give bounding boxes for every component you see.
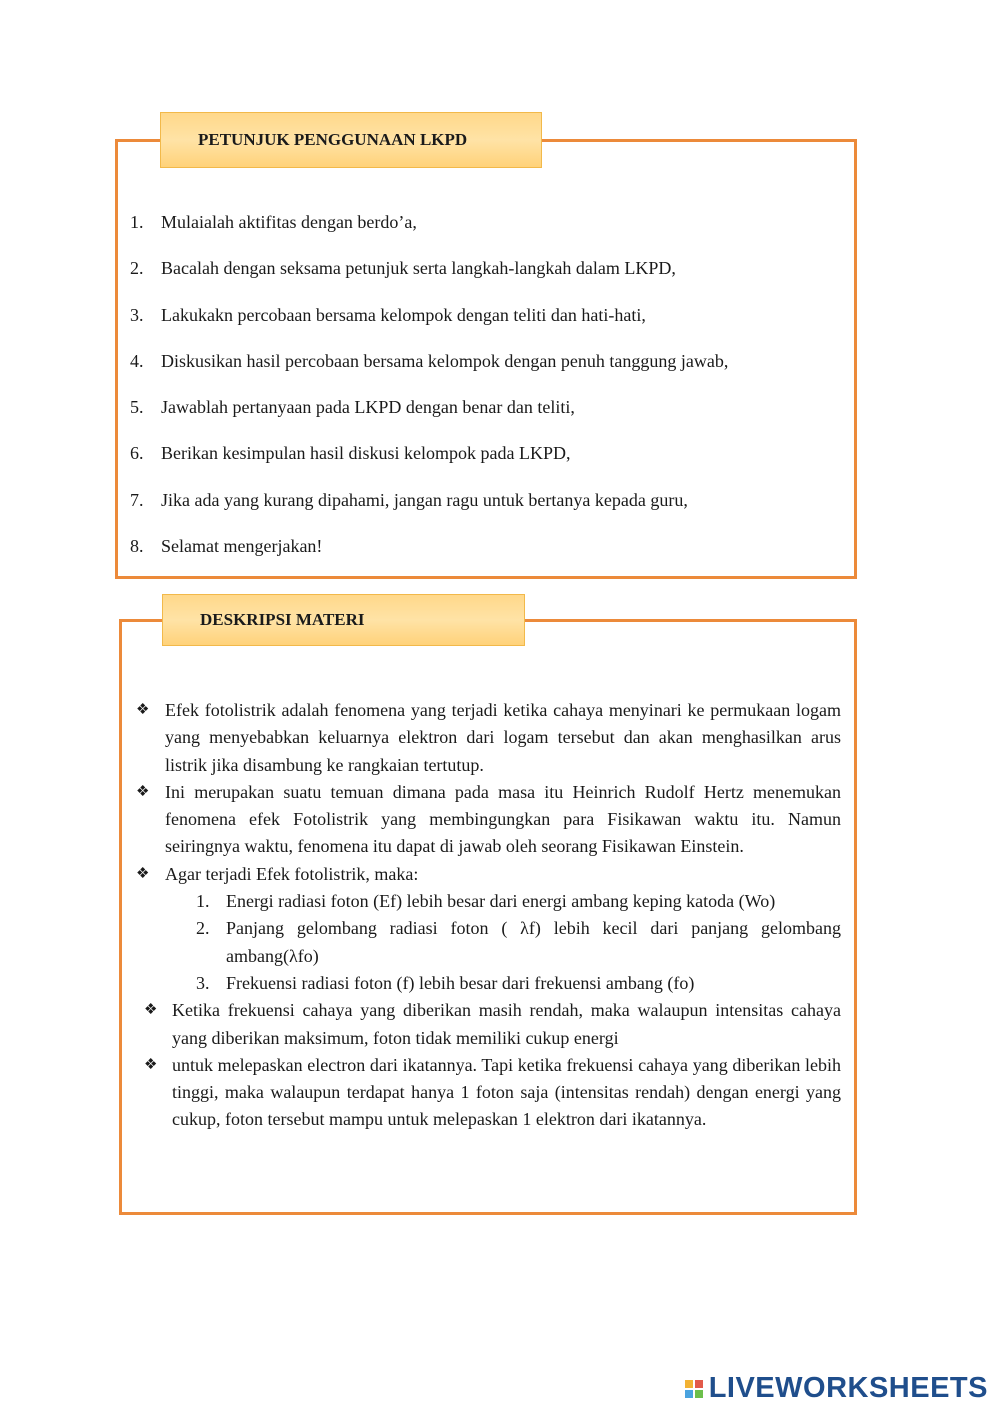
list-item-number: 5. <box>130 397 144 418</box>
list-item <box>196 888 841 915</box>
bullet-item <box>136 697 841 779</box>
logo-square-icon <box>685 1380 693 1388</box>
list-item-number: 3. <box>196 972 210 993</box>
list-item <box>130 305 728 351</box>
diamond-bullet-icon: ❖ <box>136 865 150 882</box>
list-item-text: Selamat mengerjakan! <box>161 536 323 557</box>
list-item-text: Frekuensi radiasi foton (f) lebih besar dari frekuensi ambang (fo) <box>226 972 695 993</box>
petunjuk-list <box>130 212 728 582</box>
list-item-text: Energi radiasi foton (Ef) lebih besar dari energi ambang keping katoda (Wo) <box>226 891 776 912</box>
logo-square-icon <box>695 1390 703 1398</box>
list-item-text: Jika ada yang kurang dipahami, jangan ragu untuk bertanya kepada guru, <box>161 489 688 510</box>
logo-mark-icon <box>685 1380 703 1398</box>
list-item <box>130 490 728 536</box>
list-item-number: 3. <box>130 304 144 325</box>
brand-name: LIVEWORKSHEETS <box>708 1372 988 1404</box>
bullet-text: Ini merupakan suatu temuan dimana pada masa itu Heinrich Rudolf Hertz menemukan fenomena efek Fotolistrik yang membingungkan para Fisikawan waktu itu. Namun seiringnya waktu, fenomena itu dapat di jawab oleh seorang Fisikawan Einstein. <box>165 781 841 857</box>
list-item <box>130 536 728 582</box>
list-item <box>196 915 841 970</box>
liveworksheets-logo[interactable] <box>685 1372 988 1405</box>
list-item <box>130 351 728 397</box>
bullet-text: Ketika frekuensi cahaya yang diberikan masih rendah, maka walaupun intensitas cahaya yang diberikan maksimum, foton tidak memiliki cukup energi <box>172 1000 841 1048</box>
conditions-list <box>136 888 841 997</box>
bullet-item <box>136 779 841 861</box>
list-item-text: Panjang gelombang radiasi foton ( λf) lebih kecil dari panjang gelombang ambang(λfo) <box>226 918 841 966</box>
list-item-text: Jawablah pertanyaan pada LKPD dengan benar dan teliti, <box>161 397 575 418</box>
logo-square-icon <box>685 1390 693 1398</box>
bullet-text: untuk melepaskan electron dari ikatannya. Tapi ketika frekuensi cahaya yang diberikan lebih tinggi, maka walaupun terdapat hanya 1 foton saja (intensitas rendah) dengan energi yang cukup, foton tersebut mampu untuk melepaskan 1 elektron dari ikatannya. <box>172 1054 841 1130</box>
bullet-text: Agar terjadi Efek fotolistrik, maka: <box>165 863 419 884</box>
bullet-item <box>136 861 841 888</box>
logo-square-icon <box>695 1380 703 1388</box>
list-item <box>130 443 728 489</box>
diamond-bullet-icon: ❖ <box>136 783 150 800</box>
deskripsi-content <box>136 697 841 1134</box>
list-item <box>130 212 728 258</box>
bullet-text: Efek fotolistrik adalah fenomena yang terjadi ketika cahaya menyinari ke permukaan logam yang menyebabkan keluarnya elektron dari logam tersebut dan akan menghasilkan arus listrik jika disambung ke rangkaian tertutup. <box>165 700 841 775</box>
deskripsi-title: DESKRIPSI MATERI <box>162 594 525 646</box>
petunjuk-title: PETUNJUK PENGGUNAAN LKPD <box>160 112 542 168</box>
list-item-number: 7. <box>130 489 144 510</box>
diamond-bullet-icon: ❖ <box>144 1002 158 1019</box>
list-item-text: Lakukakn percobaan bersama kelompok dengan teliti dan hati-hati, <box>161 304 646 325</box>
bullet-item <box>136 1052 841 1134</box>
bullet-item <box>136 997 841 1052</box>
list-item <box>130 258 728 304</box>
list-item-text: Mulaialah aktifitas dengan berdo’a, <box>161 212 417 232</box>
list-item-text: Bacalah dengan seksama petunjuk serta langkah-langkah dalam LKPD, <box>161 258 676 279</box>
list-item-number: 8. <box>130 536 144 557</box>
list-item-number: 2. <box>130 258 144 279</box>
list-item-text: Diskusikan hasil percobaan bersama kelompok dengan penuh tanggung jawab, <box>161 350 729 371</box>
list-item <box>196 970 841 997</box>
diamond-bullet-icon: ❖ <box>136 702 150 718</box>
list-item-text: Berikan kesimpulan hasil diskusi kelompok pada LKPD, <box>161 443 571 464</box>
list-item-number: 4. <box>130 350 144 371</box>
list-item <box>130 397 728 443</box>
list-item-number: 1. <box>196 891 210 912</box>
diamond-bullet-icon: ❖ <box>144 1056 158 1073</box>
list-item-number: 6. <box>130 443 144 464</box>
list-item-number: 2. <box>196 918 210 939</box>
list-item-number: 1. <box>130 212 144 232</box>
